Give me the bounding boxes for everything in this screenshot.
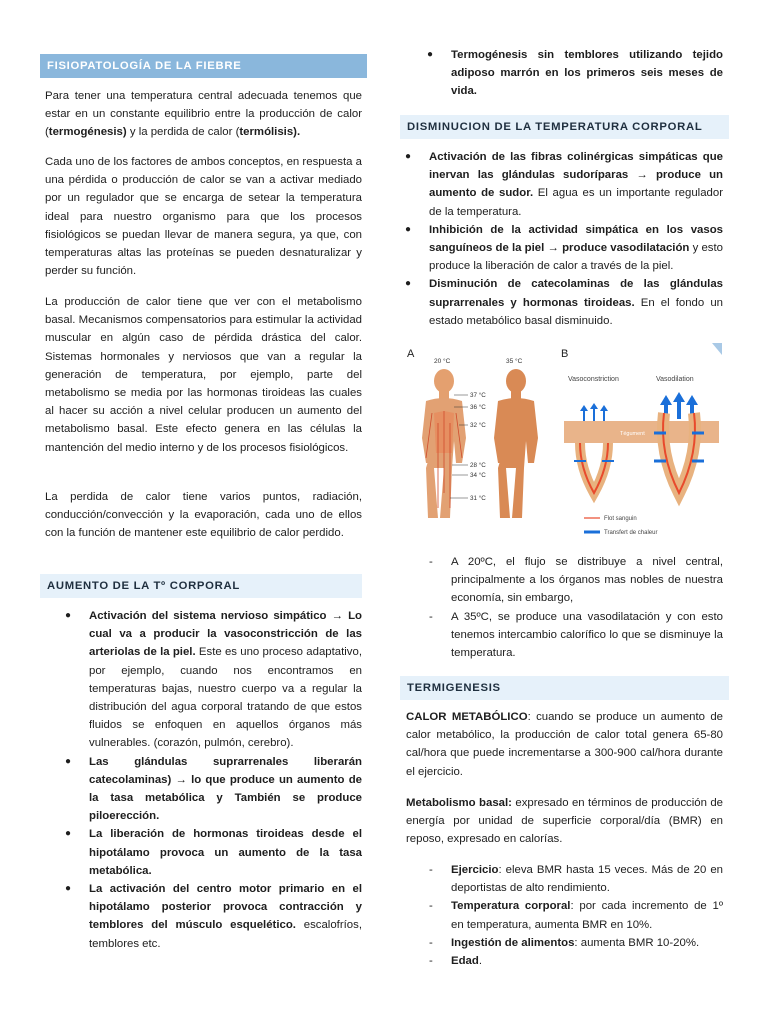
list-item: - Ingestión de alimentos: aumenta BMR 10-20%. [429,936,700,949]
section-header-aumento: AUMENTO DE LA Tº CORPORAL [40,574,362,598]
svg-text:32 °C: 32 °C [470,422,486,429]
list-item: ● Las glándulas suprarrenales liberarán catecolaminas) → lo que produce un aumento de la tasa metabólica y También se produce piloerección. [65,755,362,823]
bmr-factors-list [429,861,723,970]
termogenesis-bullet [427,46,723,101]
corner-fold-icon [712,343,722,355]
svg-text:Vasoconstriction: Vasoconstriction [568,376,619,383]
paragraph-calor-metabolico: CALOR METABÓLICO: cuando se produce un aumento de calor metabólico, la producción de calor total genera 65-80 cal/hora que puede incrementarse a 300-900 cal/hora durante el ejercicio. [406,711,723,778]
figure-label-b: B [561,348,569,360]
list-item: - A 20ºC, el flujo se distribuye a nivel central, principalmente a los órganos mas nobles de nuestra economía, sin embargo, [429,556,723,605]
list-item: ● La liberación de hormonas tiroideas desde el hipotálamo provoca un aumento de la tasa metabólica. [65,828,362,877]
temperature-dash-list [429,553,723,662]
section-header-fisiopatologia: FISIOPATOLOGÍA DE LA FIEBRE [40,54,367,78]
svg-text:34 °C: 34 °C [470,472,486,479]
paragraph-factores: Cada uno de los factores de ambos conceptos, en respuesta a una pérdida o producción de calor se van a activar mediado por un regulador que se encarga de setear la temperatura ideal para nuestro organismo para que los procesos fisiológicos se puedan llevar de manera segura, ya que, con temperaturas altas las proteínas se pueden desnaturalizar y perder su función. [45,156,362,278]
svg-text:Vasodilation: Vasodilation [656,376,694,383]
paragraph-perdida-calor: La perdida de calor tiene varios puntos, radiación, conducción/convección y la evaporación, cada uno de ellos con la función de mantener este equilibrio de calor perdido. [45,491,362,540]
paragraph-metabolismo-basal: Metabolismo basal: expresado en términos de producción de energía por unidad de superficie corporal/día (BMR) en reposo, expresado en calorías. [406,797,724,846]
svg-text:Tégument: Tégument [620,431,645,437]
svg-text:Transfert de chaleur: Transfert de chaleur [604,530,658,536]
svg-text:28 °C: 28 °C [470,462,486,469]
list-item: - Ejercicio: eleva BMR hasta 15 veces. Más de 20 en deportistas de alto rendimiento. [429,864,723,895]
paragraph-produccion-calor: La producción de calor tiene que ver con el metabolismo basal. Mecanismos compensatorios para estimular la actividad muscular en algún caso de pérdida drástica del calor. Sistemas hormonales y nerviosos que van a regular la generación de temperatura, por ejemplo, parte del metabolismo se media por las hormonas tiroideas las cuales al hacer su acción a nivel celular producen un aumento del metabolismo basal. Este efecto genera en las células la mantención del medio interno y de los procesos fisiológicos. [45,296,362,454]
svg-text:36 °C: 36 °C [470,404,486,411]
thermoregulation-figure [404,343,724,543]
list-item: - A 35ºC, se produce una vasodilatación y con esto tenemos intercambio calorífico lo que se disminuye la temperatura. [429,610,723,660]
svg-text:37 °C: 37 °C [470,392,486,399]
svg-text:35 °C: 35 °C [506,358,523,365]
section-header-disminucion: DISMINUCION DE LA TEMPERATURA CORPORAL [400,115,729,139]
section-header-termigenesis: TERMIGENESIS [400,676,729,700]
aumento-bullet-list [65,607,363,953]
list-item: ● Disminución de catecolaminas de las glándulas suprarrenales y hormonas tiroideas. En el fondo un estado metabólico basal disminuido. [405,278,723,327]
svg-text:Flot sanguin: Flot sanguin [604,516,637,522]
vasodilation-diagram [620,376,704,493]
disminucion-bullet-list [405,148,723,330]
list-item: ● Activación de las fibras colinérgicas simpáticas que inervan las glándulas sudoríparas → produce un aumento de sudor. El agua es un importante regulador de la temperatura. [405,151,723,218]
list-item: - Edad. [429,955,483,968]
svg-text:20 °C: 20 °C [434,358,451,365]
paragraph-intro: Para tener una temperatura central adecuada tenemos que estar en un constante equilibrio entre la producción de calor (termogénesis) y la perdida de calor (termólisis). [45,90,362,139]
list-item: ● Activación del sistema nervioso simpático → Lo cual va a producir la vasoconstricción de las arteriolas de la piel. Este es uno proceso adaptativo, por ejemplo, cuando nos encontramos en temperaturas bajas, nuestro cuerpo va a regular la distribución del agua corporal tratando de que estos fluidos se enfoquen en aquellos órganos más vulnerables. (corazón, pulmón, cerebro). [65,610,363,750]
list-item: ● Inhibición de la actividad simpática en los vasos sanguíneos de la piel → produce vasodilatación y esto produce la liberación de calor a través de la piel. [405,223,723,273]
figure-legend [584,516,657,536]
figure-label-a: A [407,348,415,360]
list-item: - Temperatura corporal: por cada incremento de 1º en temperatura, aumenta BMR en 10%. [429,900,723,931]
body-figure-20c [422,357,466,518]
list-item: ● La activación del centro motor primario en el hipotálamo posterior provoca contracción y temblores del músculo esquelético. escalofríos, temblores etc. [65,883,362,950]
svg-text:31 °C: 31 °C [470,495,486,502]
list-item: ● Termogénesis sin temblores utilizando tejido adiposo marrón en los primeros seis meses de vida. [427,49,723,98]
body-figure-35c [494,357,538,518]
